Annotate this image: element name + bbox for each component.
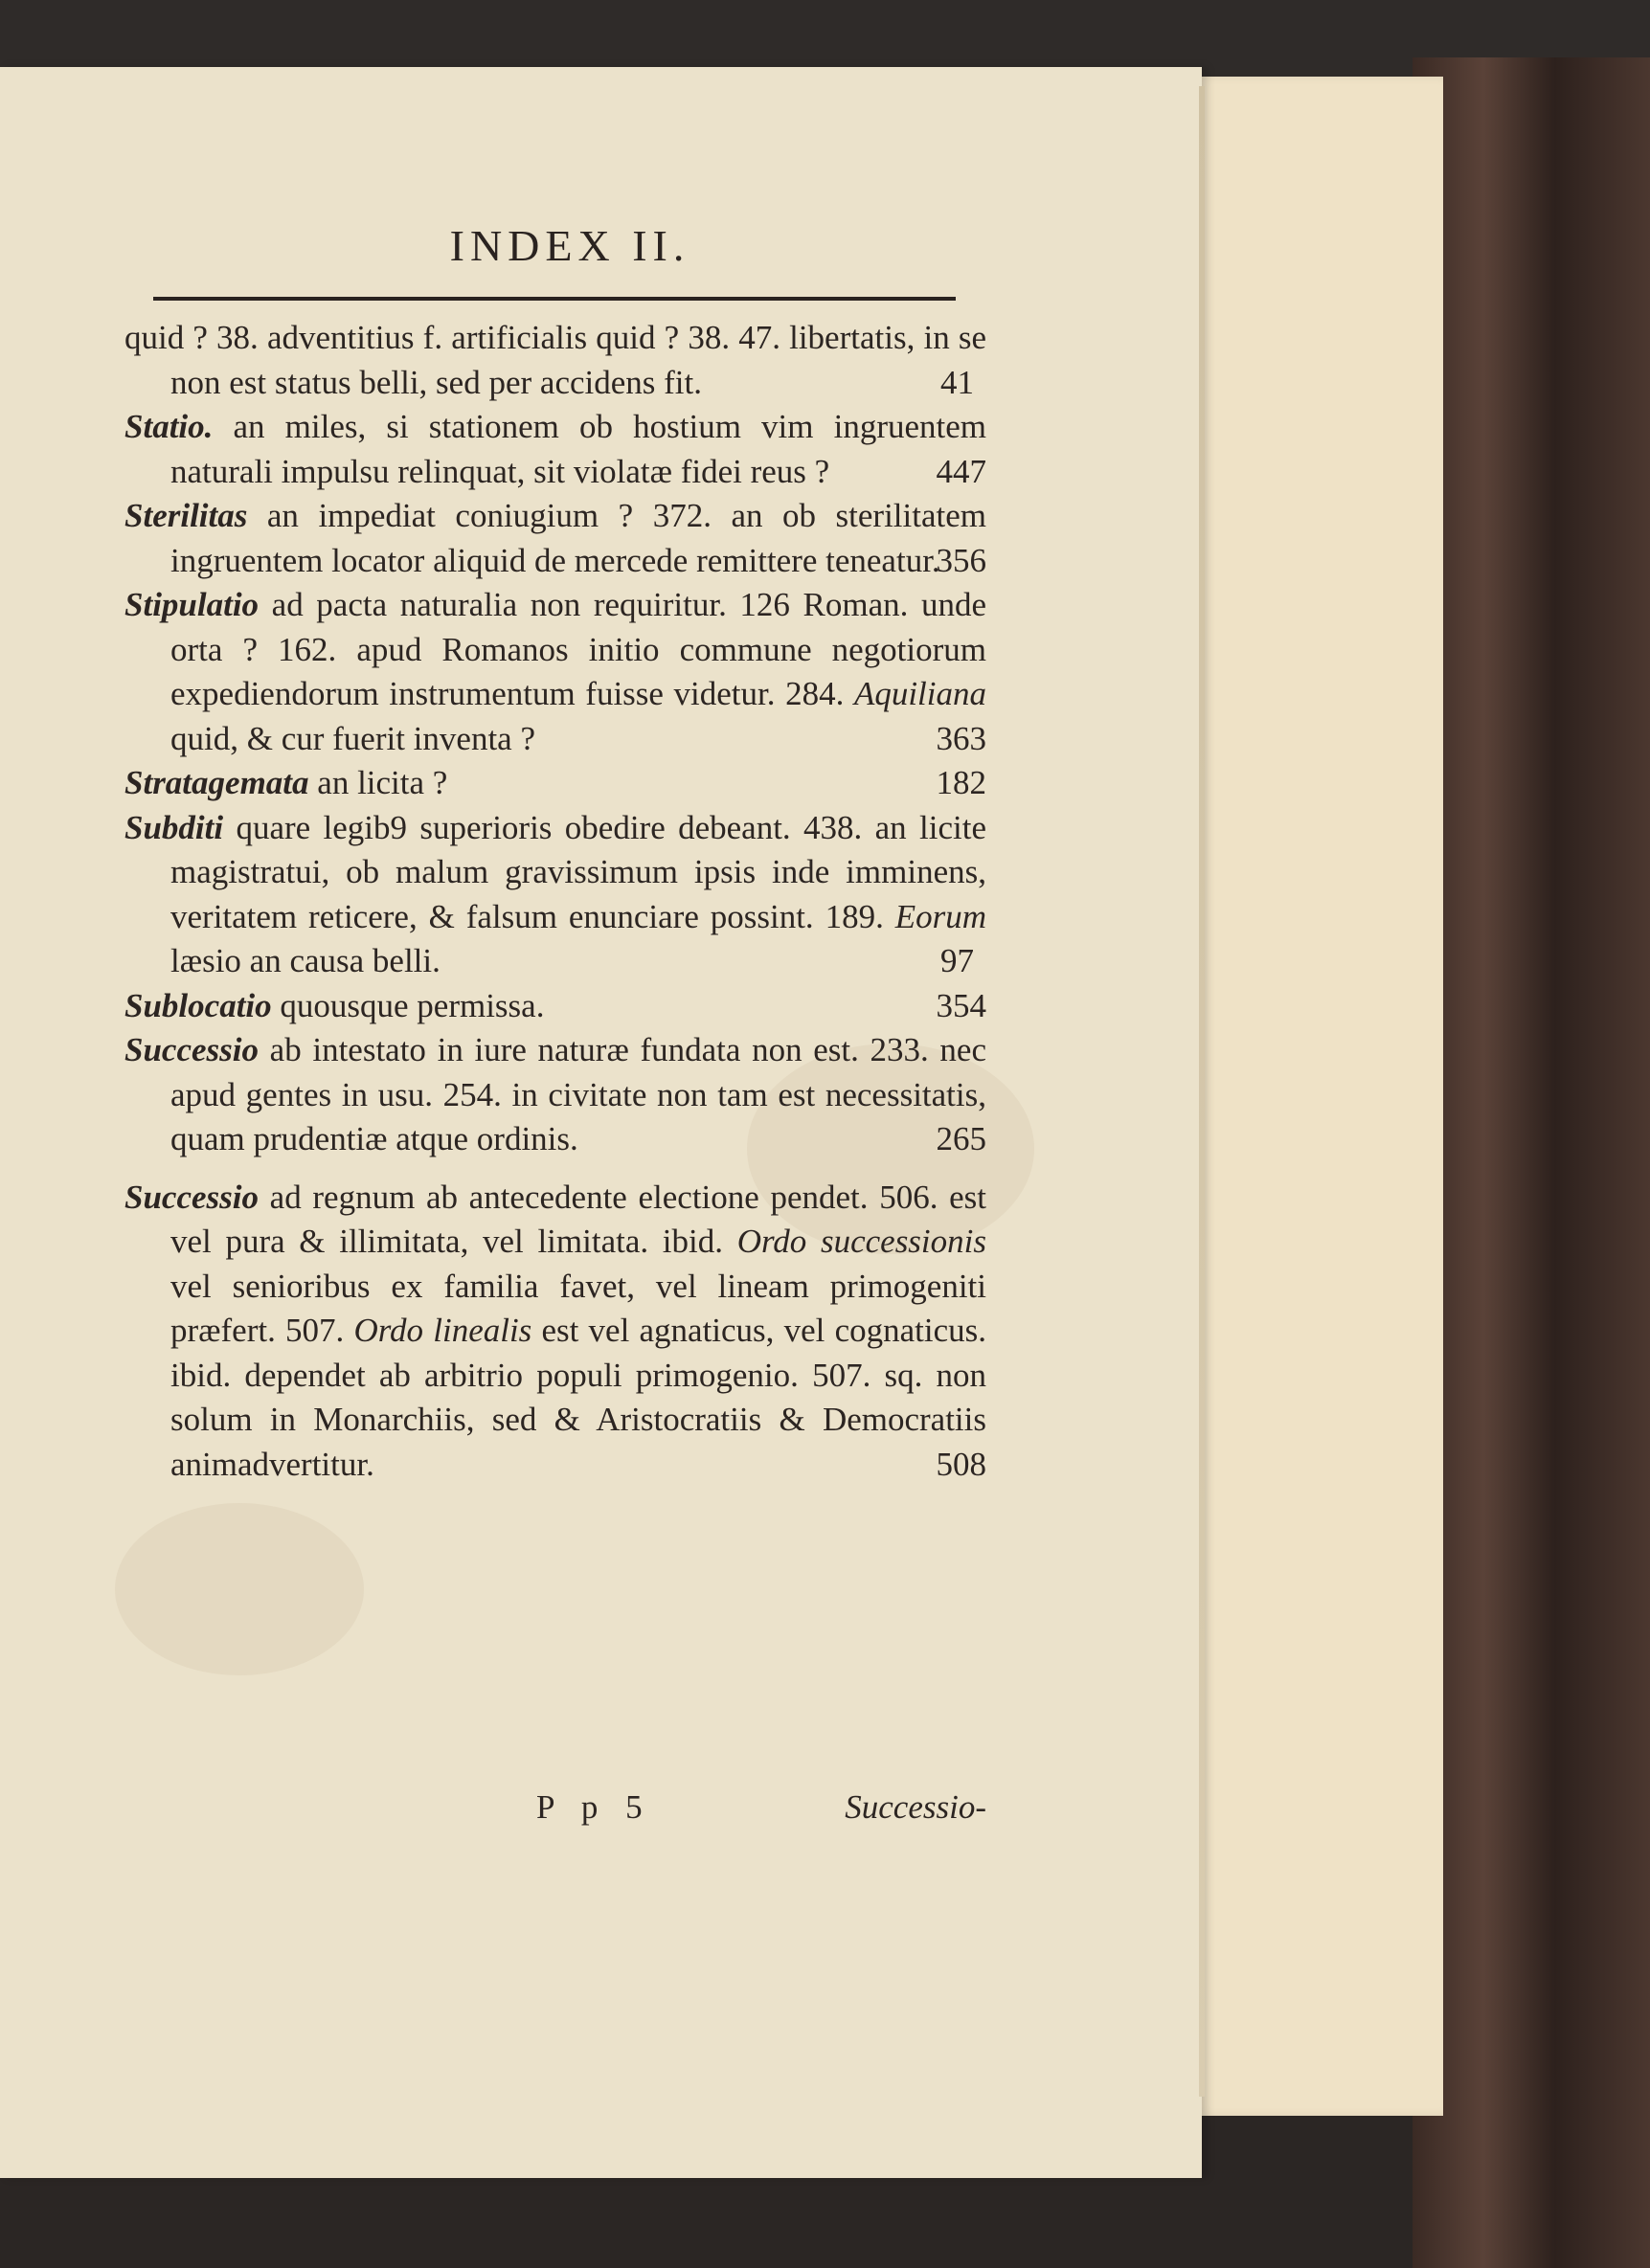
italic-term: Ordo linealis [353, 1312, 532, 1349]
catchword: Successio- [845, 1788, 986, 1826]
entry-text: quid ? 38. adventitius f. artificialis quid ? 38. 47. libertatis, in se non est status belli, sed per accidens fit. [124, 319, 986, 401]
index-entry [124, 405, 986, 494]
head-rule [153, 297, 956, 301]
index-entry [124, 761, 986, 806]
page-reference: 182 [936, 764, 986, 801]
page-footer [124, 1788, 986, 1836]
page-reference: 356 [936, 541, 986, 579]
entry-text: vel senioribus ex familia favet, vel lineam primogeniti præfert. 507. [170, 1267, 986, 1349]
italic-term: Aquiliana [853, 675, 986, 712]
entry-text: læsio an causa belli. [170, 942, 441, 979]
lemma: Sublocatio [124, 986, 272, 1024]
page-reference: 97 [940, 942, 974, 979]
entry-text: ab intestato in iure naturæ fundata non est. 233. nec apud gentes in usu. 254. in civitate non tam est necessitatis, quam prudentiæ atque ordinis. [170, 1031, 986, 1157]
entry-text: ad regnum ab antecedente electione pendet. 506. est vel pura & illimitata, vel limitata. ibid. [170, 1178, 986, 1260]
index-entry [124, 1176, 986, 1488]
italic-term: Ordo successionis [736, 1223, 987, 1260]
entry-text: an licita ? [308, 764, 448, 801]
lemma: Stipulatio [124, 586, 260, 623]
page-reference: 41 [940, 363, 974, 401]
lemma: Successio [124, 1178, 259, 1216]
entry-text: quid, & cur fuerit inventa ? [170, 719, 535, 757]
index-entry [124, 316, 986, 405]
lemma: Statio. [124, 408, 214, 445]
entry-text: an miles, si stationem ob hostium vim ingruentem naturali impulsu relinquat, sit violatæ fidei reus ? [170, 408, 986, 490]
page-reference: 447 [936, 452, 986, 490]
page-edge [1199, 86, 1205, 2097]
signature-mark: P p 5 [536, 1788, 652, 1826]
index-entry [124, 494, 986, 583]
page-reference: 508 [936, 1445, 986, 1483]
entry-text: quare legib9 superioris obedire debeant. 438. an licite magistratui, ob malum gravissimum ipsis inde imminens, veritatem reticere, & falsum enunciare possint. 189. [170, 808, 986, 935]
page-reference: 265 [936, 1120, 986, 1157]
lemma: Sterilitas [124, 497, 248, 534]
lemma: Stratagemata [124, 764, 309, 801]
entry-text: est vel agnaticus, vel cognaticus. ibid. dependet ab arbitrio populi primogenio. 507. sq. non solum in Monarchiis, sed & Aristocratiis & Democratiis animadvertitur. [170, 1312, 986, 1483]
index-entry [124, 984, 986, 1029]
facing-page-edge [1192, 77, 1443, 2116]
index-entry [124, 583, 986, 761]
entry-text: ad pacta naturalia non requiritur. 126 Roman. unde orta ? 162. apud Romanos initio commune negotiorum expediendorum instrumentum fuisse videtur. 284. [170, 586, 986, 712]
index-entry [124, 806, 986, 984]
running-head: INDEX II. [449, 221, 690, 270]
paper-stain [115, 1503, 364, 1675]
entry-text: quousque permissa. [271, 986, 545, 1024]
italic-term: Eorum [894, 897, 986, 935]
page-reference: 363 [936, 719, 986, 757]
index-entries [124, 316, 986, 1487]
book-cover-edge [1413, 57, 1650, 2268]
index-entry [124, 1028, 986, 1162]
lemma: Successio [124, 1031, 259, 1068]
entry-gap [124, 1162, 986, 1176]
lemma: Subditi [124, 808, 224, 846]
page-reference: 354 [936, 986, 986, 1024]
entry-text: an impediat coniugium ? 372. an ob sterilitatem ingruentem locator aliquid de mercede remittere teneatur. [170, 497, 986, 579]
